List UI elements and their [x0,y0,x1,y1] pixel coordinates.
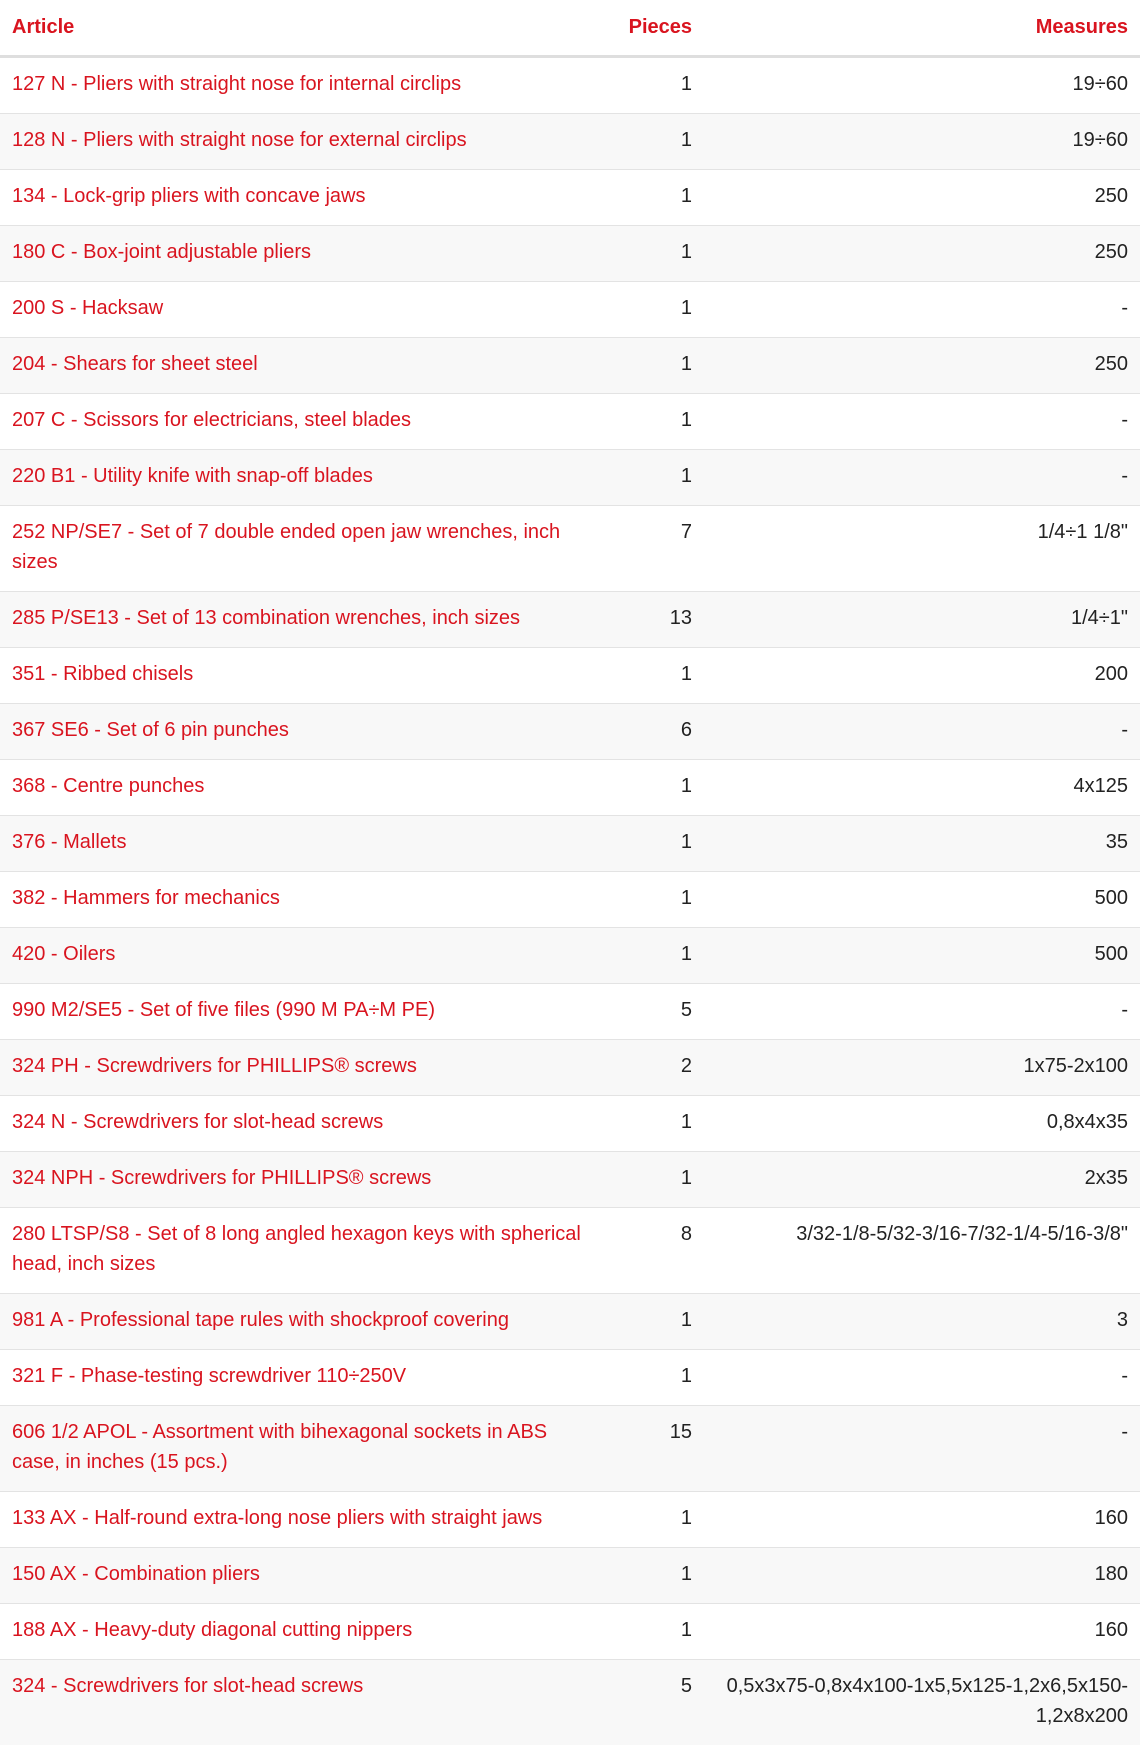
pieces-cell: 7 [606,505,700,591]
article-link[interactable]: 280 LTSP/S8 - Set of 8 long angled hexagon keys with spherical head, inch sizes [12,1222,581,1275]
article-link[interactable]: 420 - Oilers [12,942,116,965]
article-link[interactable]: 220 B1 - Utility knife with snap-off blades [12,464,373,487]
measures-cell: 0,8x4x35 [700,1095,1140,1151]
measures-cell: 160 [700,1491,1140,1547]
measures-cell: 250 [700,225,1140,281]
article-cell [0,169,606,225]
table-header-row [0,0,1140,56]
measures-cell: 1x75-2x100 [700,1039,1140,1095]
measures-cell: 250 [700,169,1140,225]
measures-cell: 160 [700,1603,1140,1659]
pieces-cell: 1 [606,1547,700,1603]
article-cell [0,1095,606,1151]
pieces-cell: 5 [606,1659,700,1745]
table-row [0,759,1140,815]
measures-cell: 250 [700,337,1140,393]
article-link[interactable]: 368 - Centre punches [12,774,205,797]
article-cell [0,815,606,871]
measures-cell: 3/32-1/8-5/32-3/16-7/32-1/4-5/16-3/8" [700,1207,1140,1293]
article-cell [0,113,606,169]
table-row [0,393,1140,449]
table-row [0,1491,1140,1547]
pieces-cell: 6 [606,703,700,759]
pieces-cell: 1 [606,281,700,337]
article-link[interactable]: 134 - Lock-grip pliers with concave jaws [12,184,366,207]
article-link[interactable]: 127 N - Pliers with straight nose for internal circlips [12,72,462,95]
table-row [0,647,1140,703]
table-row [0,1349,1140,1405]
article-cell [0,505,606,591]
article-link[interactable]: 204 - Shears for sheet steel [12,352,258,375]
article-link[interactable]: 207 C - Scissors for electricians, steel blades [12,408,412,431]
article-cell [0,591,606,647]
measures-cell: - [700,1405,1140,1491]
article-link[interactable]: 133 AX - Half-round extra-long nose pliers with straight jaws [12,1506,543,1529]
measures-cell: 500 [700,927,1140,983]
table-row [0,1095,1140,1151]
measures-cell: - [700,393,1140,449]
measures-cell: 1/4÷1 1/8" [700,505,1140,591]
table-row [0,113,1140,169]
article-cell [0,281,606,337]
table-row [0,815,1140,871]
measures-cell: - [700,703,1140,759]
table-row [0,505,1140,591]
article-link[interactable]: 606 1/2 APOL - Assortment with bihexagonal sockets in ABS case, in inches (15 pcs.) [12,1420,548,1473]
table-row [0,1405,1140,1491]
measures-cell: 19÷60 [700,113,1140,169]
table-row [0,1039,1140,1095]
article-link[interactable]: 382 - Hammers for mechanics [12,886,280,909]
article-cell [0,1039,606,1095]
measures-cell: - [700,449,1140,505]
article-link[interactable]: 188 AX - Heavy-duty diagonal cutting nippers [12,1618,413,1641]
table-row [0,56,1140,113]
article-cell [0,56,606,113]
column-header-pieces: Pieces [606,0,700,56]
article-cell [0,449,606,505]
article-cell [0,1659,606,1745]
table-row [0,591,1140,647]
pieces-cell: 1 [606,1349,700,1405]
article-link[interactable]: 150 AX - Combination pliers [12,1562,260,1585]
pieces-cell: 1 [606,871,700,927]
pieces-cell: 1 [606,56,700,113]
pieces-cell: 1 [606,449,700,505]
pieces-cell: 1 [606,1151,700,1207]
pieces-cell: 1 [606,337,700,393]
pieces-cell: 8 [606,1207,700,1293]
pieces-cell: 1 [606,1603,700,1659]
pieces-cell: 1 [606,113,700,169]
article-link[interactable]: 351 - Ribbed chisels [12,662,194,685]
pieces-cell: 1 [606,225,700,281]
article-cell [0,983,606,1039]
measures-cell: - [700,983,1140,1039]
article-link[interactable]: 200 S - Hacksaw [12,296,164,319]
article-link[interactable]: 990 M2/SE5 - Set of five files (990 M PA÷M PE) [12,998,435,1021]
table-row [0,871,1140,927]
pieces-cell: 5 [606,983,700,1039]
column-header-measures: Measures [700,0,1140,56]
table-row [0,1659,1140,1745]
article-cell [0,703,606,759]
table-row [0,927,1140,983]
table-body [0,56,1140,1745]
table-row [0,703,1140,759]
measures-cell: 200 [700,647,1140,703]
table-row [0,1547,1140,1603]
article-link[interactable]: 324 - Screwdrivers for slot-head screws [12,1674,364,1697]
measures-cell: 0,5x3x75-0,8x4x100-1x5,5x125-1,2x6,5x150-1,2x8x200 [700,1659,1140,1745]
article-cell [0,1547,606,1603]
article-cell [0,1349,606,1405]
pieces-cell: 1 [606,169,700,225]
pieces-cell: 1 [606,1293,700,1349]
pieces-cell: 1 [606,927,700,983]
article-cell [0,1491,606,1547]
pieces-cell: 1 [606,647,700,703]
table-header [0,0,1140,56]
pieces-cell: 1 [606,1095,700,1151]
article-link[interactable]: 376 - Mallets [12,830,127,853]
table-row [0,449,1140,505]
measures-cell: 35 [700,815,1140,871]
article-link[interactable]: 324 PH - Screwdrivers for PHILLIPS® screws [12,1054,417,1077]
article-cell [0,1603,606,1659]
pieces-cell: 1 [606,393,700,449]
article-link[interactable]: 285 P/SE13 - Set of 13 combination wrenches, inch sizes [12,606,521,629]
measures-cell: 4x125 [700,759,1140,815]
table-row [0,1603,1140,1659]
measures-cell: 3 [700,1293,1140,1349]
article-cell [0,393,606,449]
measures-cell: 1/4÷1" [700,591,1140,647]
article-link[interactable]: 180 C - Box-joint adjustable pliers [12,240,312,263]
table-row [0,337,1140,393]
article-cell [0,225,606,281]
table-row [0,1151,1140,1207]
measures-cell: - [700,1349,1140,1405]
measures-cell: 19÷60 [700,56,1140,113]
measures-cell: 2x35 [700,1151,1140,1207]
pieces-cell: 1 [606,815,700,871]
article-cell [0,927,606,983]
article-cell [0,871,606,927]
article-cell [0,647,606,703]
article-link[interactable]: 324 NPH - Screwdrivers for PHILLIPS® screws [12,1166,432,1189]
pieces-cell: 2 [606,1039,700,1095]
article-cell [0,1293,606,1349]
table-row [0,983,1140,1039]
column-header-article: Article [0,0,606,56]
pieces-cell: 13 [606,591,700,647]
pieces-cell: 1 [606,759,700,815]
table-row [0,1293,1140,1349]
article-link[interactable]: 367 SE6 - Set of 6 pin punches [12,718,289,741]
article-link[interactable]: 324 N - Screwdrivers for slot-head screws [12,1110,384,1133]
article-cell [0,337,606,393]
article-link[interactable]: 321 F - Phase-testing screwdriver 110÷250V [12,1364,407,1387]
table-row [0,281,1140,337]
article-cell [0,759,606,815]
table-row [0,225,1140,281]
pieces-cell: 1 [606,1491,700,1547]
article-cell [0,1207,606,1293]
pieces-cell: 15 [606,1405,700,1491]
article-cell [0,1405,606,1491]
table-row [0,169,1140,225]
article-link[interactable]: 981 A - Professional tape rules with shockproof covering [12,1308,509,1331]
measures-cell: - [700,281,1140,337]
article-link[interactable]: 128 N - Pliers with straight nose for external circlips [12,128,467,151]
measures-cell: 500 [700,871,1140,927]
article-link[interactable]: 252 NP/SE7 - Set of 7 double ended open jaw wrenches, inch sizes [12,520,561,573]
article-cell [0,1151,606,1207]
measures-cell: 180 [700,1547,1140,1603]
table-row [0,1207,1140,1293]
